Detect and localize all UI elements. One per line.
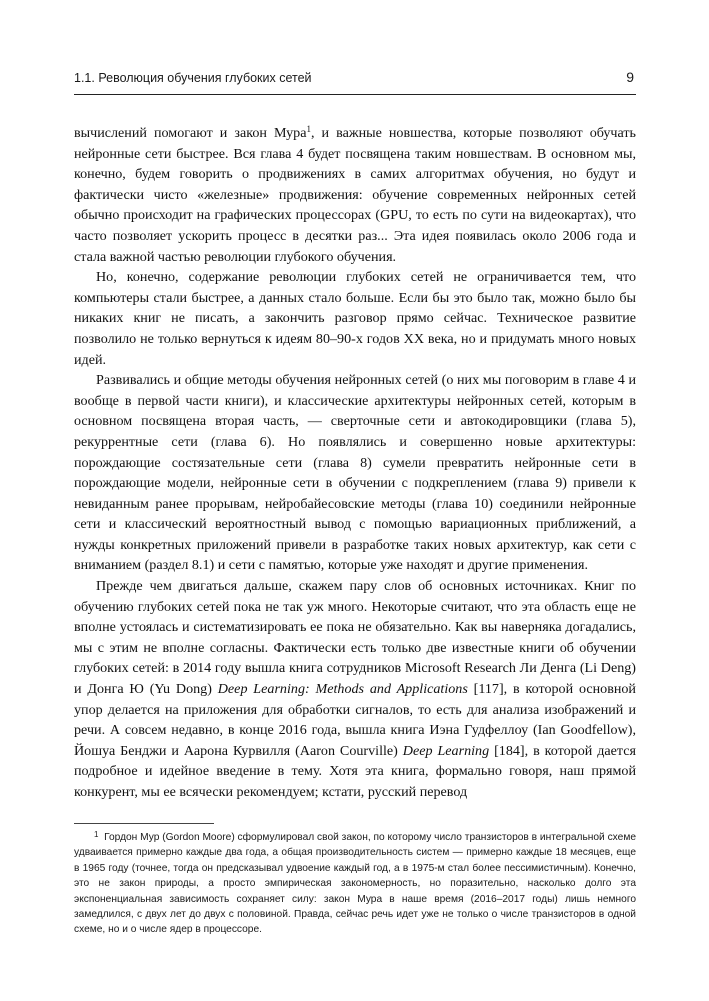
paragraph-3: Развивались и общие методы обучения нейронных сетей (о них мы поговорим в главе 4 и вообще в первой части книги), и классические архитектуры нейронных сетей, которым в основном посвящена вторая часть, — сверточные сети и автокодировщики (глава 5), рекуррентные сети (глава 6). Но появлялись и совершенно новые архитектуры: порождающие состязательные сети (глава 8) сумели превратить нейронные сети в порождающие модели, нейронные сети в обучении с подкреплением (глава 9) привели к невиданным ранее прорывам, нейробайесовские методы (глава 10) соединили нейронные сети и классический вероятностный вывод с помощью вариационных приближений, а нужды конкретных приложений привели в разработке таких новых архитектур, как сети с вниманием (раздел 8.1) и сети с памятью, которые уже находят и другие применения. bbox=[74, 372, 636, 574]
footnote-marker: 1 bbox=[94, 829, 99, 839]
header-rule bbox=[74, 94, 636, 95]
footnote bbox=[74, 830, 636, 938]
page-number: 9 bbox=[626, 69, 634, 85]
footnote-rule bbox=[74, 823, 214, 824]
book-title-goodfellow: Deep Learning bbox=[402, 742, 490, 759]
paragraph-2: Но, конечно, содержание революции глубоких сетей не ограничивается тем, что компьютеры стали быстрее, а данных стало больше. Если бы это было так, можно было бы никаких книг не писать, а закончить разговор прямо сейчас. Техническое развитие позволило не только вернуться к идеям 80–90-х годов XX века, но и придумать много новых идей. bbox=[74, 269, 636, 368]
footnote-text: Гордон Мур (Gordon Moore) сформулировал свой закон, по которому число транзисторов в интегральной схеме удваивается примерно каждые два года, а общая производительность систем — примерно каждые 18 месяцев, еще в 1965 году (точнее, тогда он предсказывал удвоение каждый год, а в 1975-м стал более пессимистичным). Конечно, это не закон природы, а просто эмпирическая закономерность, но поразительно, насколько долго эта экспоненциальная зависимость сохраняет силу: закон Мура в наше время (2016–2017 годы) лишь немного замедлился, с двух лет до двух с половиной. Правда, сейчас речь идет уже не только о числе транзисторов в одной схеме, но и о числе ядер в процессоре. bbox=[74, 832, 636, 936]
footnote-reference: 1 bbox=[306, 124, 311, 135]
book-title-deng-yu: Deep Learning: Methods and Applications bbox=[217, 681, 468, 698]
main-text bbox=[74, 123, 636, 803]
paragraph-4: Прежде чем двигаться дальше, скажем пару слов об основных источниках. Книг по обучению глубоких сетей пока не так уж много. Некоторые считают, что эта область еще не вполне устоялась и систематизировать ее пока не обязательно. Как вы наверняка догадались, мы с этим не вполне согласны. Фактически есть только две известные книги об обучении глубоких сетей: в 2014 году вышла книга сотрудников Microsoft Research Ли Денга (Li Deng) и Донга Ю (Yu Dong) Deep Learning: Methods and Applications [117], в которой основной упор делается на приложения для обработки сигналов, то есть для анализа изображений и речи. А совсем недавно, в конце 2016 года, вышла книга Иэна Гудфеллоу (Ian Goodfellow), Йошуа Бенджи и Аарона Курвилля (Aaron Courville) Deep Learning [184], в которой дается подробное и идейное введение в тему. Хотя эта книга, формально говоря, наш прямой конкурент, мы ее всячески рекомендуем; кстати, русский перевод bbox=[74, 578, 637, 800]
paragraph-1: вычислений помогают и закон Мура$^1$, и важные новшества, которые позволяют обучать нейронные сети быстрее. Вся глава 4 будет посвящена таким новшествам. В основном мы, конечно, будем говорить о продвижениях в самих алгоритмах обучения, но будут и фактически чисто «железные» продвижения: обучение современных нейронных сетей обычно происходит на графических процессорах (GPU, то есть по сути на видеокартах), что часто позволяет ускорить процесс в десятки раз... Эта идея появилась около 2006 года и стала важной частью революции глубокого обучения. bbox=[74, 124, 636, 265]
section-title: 1.1. Революция обучения глубоких сетей bbox=[74, 71, 312, 85]
running-header bbox=[74, 69, 634, 89]
